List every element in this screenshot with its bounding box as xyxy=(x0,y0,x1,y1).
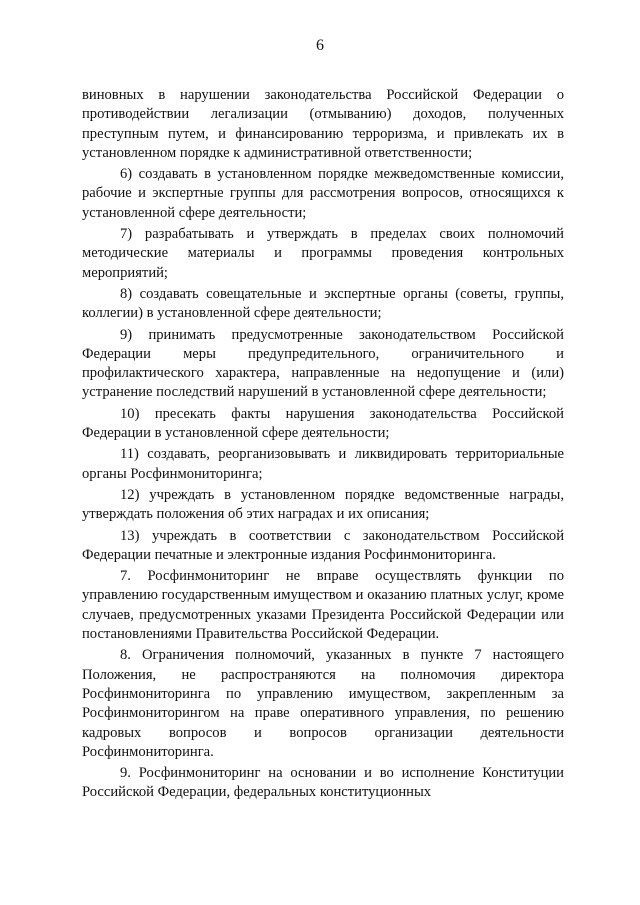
paragraph: 9. Росфинмониторинг на основании и во исполнение Конституции Российской Федерации, федеральных конституционных xyxy=(82,765,564,801)
paragraph: 7) разрабатывать и утверждать в пределах своих полномочий методические материалы и программы проведения контрольных мероприятий; xyxy=(82,226,564,281)
document-body xyxy=(82,86,564,805)
paragraph: 8. Ограничения полномочий, указанных в пункте 7 настоящего Положения, не распространяются на полномочия директора Росфинмониторинга по управлению имуществом, закрепленным за Росфинмониторингом на праве оперативного управления, по решению кадровых вопросов и вопросов организации деятельности Росфинмониторинга. xyxy=(82,647,564,760)
page-number: 6 xyxy=(316,37,324,54)
paragraph: 11) создавать, реорганизовывать и ликвидировать территориальные органы Росфинмониторинга; xyxy=(82,446,564,482)
paragraph: 12) учреждать в установленном порядке ведомственные награды, утверждать положения об этих наградах и их описания; xyxy=(82,486,564,523)
paragraph: 6) создавать в установленном порядке межведомственные комиссии, рабочие и экспертные группы для рассмотрения вопросов, относящихся к установленной сфере деятельности; xyxy=(82,166,564,221)
paragraph: 7. Росфинмониторинг не вправе осуществлять функции по управлению государственным имуществом и оказанию платных услуг, кроме случаев, предусмотренных указами Президента Российской Федерации или постановлениями Правительства Российской Федерации. xyxy=(82,568,564,643)
paragraph: 13) учреждать в соответствии с законодательством Российской Федерации печатные и электронные издания Росфинмониторинга. xyxy=(82,527,564,563)
paragraph: 8) создавать совещательные и экспертные органы (советы, группы, коллегии) в установленной сфере деятельности; xyxy=(82,285,564,322)
paragraph: 10) пресекать факты нарушения законодательства Российской Федерации в установленной сфере деятельности; xyxy=(82,405,564,442)
paragraph: виновных в нарушении законодательства Российской Федерации о противодействии легализации (отмыванию) доходов, полученных преступным путем, и финансированию терроризма, и привлекать их в установленном порядке к административной ответственности; xyxy=(82,87,564,161)
paragraph: 9) принимать предусмотренные законодательством Российской Федерации меры предупредительного, ограничительного и профилактического характера, направленные на недопущение и (или) устранение последствий нарушений в установленной сфере деятельности; xyxy=(82,326,564,401)
